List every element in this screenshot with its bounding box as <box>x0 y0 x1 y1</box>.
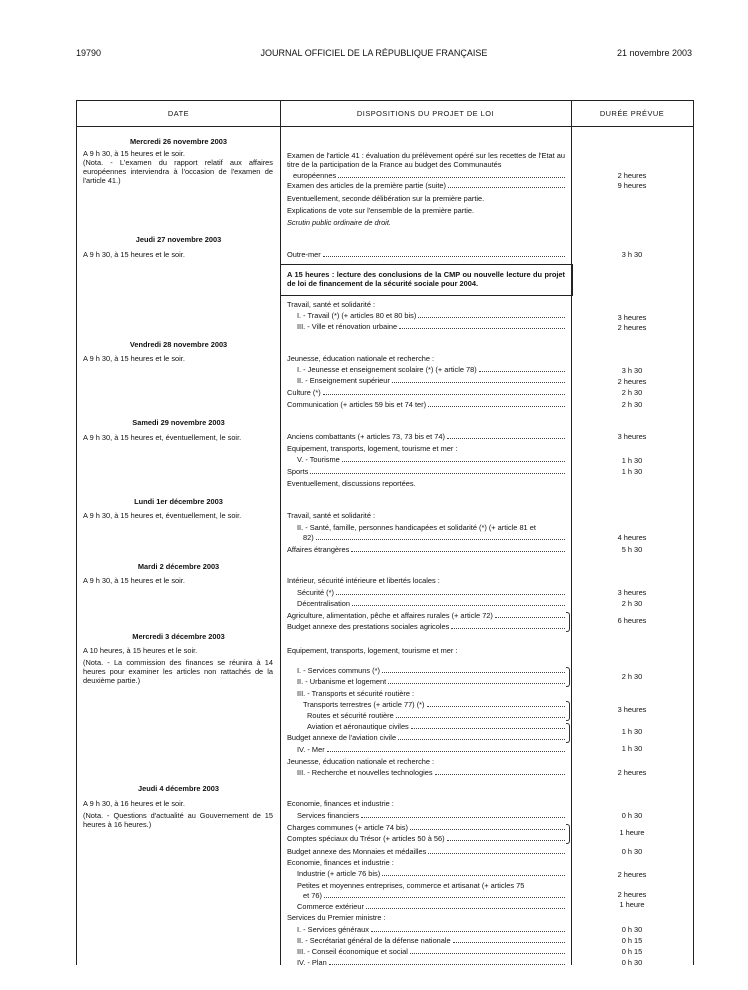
duration: 9 heures <box>617 181 647 190</box>
bracket <box>566 824 570 844</box>
day-note: (Nota. - Questions d'actualité au Gouvernement de 15 heures à 16 heures.) <box>83 811 273 829</box>
item: Eventuellement, discussions reportées. <box>287 479 416 488</box>
duration: 3 h 30 <box>621 366 643 375</box>
item: Equipement, transports, logement, tourisme et mer : <box>287 646 458 655</box>
duration: 0 h 30 <box>621 811 643 820</box>
item: II. - Secrétariat général de la défense nationale <box>297 936 565 945</box>
day-hours: A 9 h 30, à 15 heures et, éventuellement, le soir. <box>83 433 242 442</box>
duration: 3 heures <box>617 588 647 597</box>
day-hours: A 9 h 30, à 16 heures et le soir. <box>83 799 185 808</box>
item: Explications de vote sur l'ensemble de la première partie. <box>287 206 475 215</box>
duration: 2 h 30 <box>621 599 643 608</box>
item: III. - Conseil économique et social <box>297 947 565 956</box>
duration: 5 h 30 <box>621 545 643 554</box>
duration: 2 h 30 <box>621 388 643 397</box>
item: I. - Services communs (*) <box>297 666 565 675</box>
duration: 0 h 30 <box>621 925 643 934</box>
item: Examen des articles de la première partie (suite) <box>287 181 565 190</box>
duration: 3 heures <box>617 313 647 322</box>
day-title: Samedi 29 novembre 2003 <box>132 418 225 427</box>
item: et 76) <box>303 891 565 900</box>
day-title: Jeudi 4 décembre 2003 <box>138 784 219 793</box>
day-hours: A 9 h 30, à 15 heures et le soir. <box>83 149 185 158</box>
duration: 1 h 30 <box>621 467 643 476</box>
column-header-duree: DURÉE PRÉVUE <box>599 109 665 118</box>
day-hours: A 9 h 30, à 15 heures et, éventuellement, le soir. <box>83 511 242 520</box>
day-hours: A 9 h 30, à 15 heures et le soir. <box>83 354 185 363</box>
duration: 0 h 15 <box>621 947 643 956</box>
day-title: Vendredi 28 novembre 2003 <box>129 340 228 349</box>
item: Travail, santé et solidarité : <box>287 511 376 520</box>
item: Economie, finances et industrie : <box>287 799 394 808</box>
item: Décentralisation <box>297 599 565 608</box>
duration: 4 heures <box>617 533 647 542</box>
duration: 3 heures <box>617 432 647 441</box>
item: Budget annexe de l'aviation civile <box>287 733 565 742</box>
bracket <box>566 723 570 743</box>
day-note: (Nota. - La commission des finances se réunira à 14 heures pour examiner les articles non rattachés de la deuxième partie.) <box>83 658 273 685</box>
day-title: Mercredi 26 novembre 2003 <box>130 137 227 146</box>
duration: 1 h 30 <box>621 727 643 736</box>
column-header-dispositions: DISPOSITIONS DU PROJET DE LOI <box>356 109 495 118</box>
duration: 2 h 30 <box>621 672 643 681</box>
item: II. - Enseignement supérieur <box>297 376 565 385</box>
item: II. - Urbanisme et logement <box>297 677 565 686</box>
duration: 2 heures <box>617 171 647 180</box>
item: III. - Recherche et nouvelles technologies <box>297 768 565 777</box>
item: I. - Jeunesse et enseignement scolaire (*) (+ article 78) <box>297 365 565 374</box>
item: III. - Ville et rénovation urbaine <box>297 322 565 331</box>
item: Outre-mer <box>287 250 565 259</box>
item: III. - Transports et sécurité routière : <box>297 689 415 698</box>
item: 82) <box>303 533 565 542</box>
item: Charges communes (+ article 74 bis) <box>287 823 565 832</box>
item: Transports terrestres (+ article 77) (*) <box>303 700 565 709</box>
duration: 2 h 30 <box>621 400 643 409</box>
item: Comptes spéciaux du Trésor (+ articles 50 à 56) <box>287 834 565 843</box>
duration: 0 h 15 <box>621 936 643 945</box>
header-divider <box>77 126 693 127</box>
day-title: Mardi 2 décembre 2003 <box>137 562 220 571</box>
schedule-table <box>76 100 694 965</box>
item: Commerce extérieur <box>297 902 565 911</box>
item: I. - Travail (*) (+ articles 80 et 80 bis) <box>297 311 565 320</box>
item: V. - Tourisme <box>297 455 565 464</box>
duration: 1 heure <box>619 900 645 909</box>
day-hours: A 10 heures, à 15 heures et le soir. <box>83 646 198 655</box>
day-note: (Nota. - L'examen du rapport relatif aux affaires européennes interviendra à l'occasion de l'examen de l'article 41.) <box>83 158 273 185</box>
duration: 6 heures <box>617 616 647 625</box>
duration: 2 heures <box>617 768 647 777</box>
item: Affaires étrangères <box>287 545 565 554</box>
duration: 3 heures <box>617 705 647 714</box>
item: IV. - Plan <box>297 958 565 967</box>
day-hours: A 9 h 30, à 15 heures et le soir. <box>83 576 185 585</box>
bracket <box>566 701 570 721</box>
item: européennes <box>293 171 565 180</box>
duration: 0 h 30 <box>621 847 643 856</box>
item: Industrie (+ article 76 bis) <box>297 869 565 878</box>
column-header-date: DATE <box>167 109 190 118</box>
day-title: Lundi 1er décembre 2003 <box>134 497 223 506</box>
item: Services du Premier ministre : <box>287 913 386 922</box>
page-number: 19790 <box>76 48 102 58</box>
item: Scrutin public ordinaire de droit. <box>287 218 391 227</box>
item: Jeunesse, éducation nationale et recherche : <box>287 354 435 363</box>
item: Eventuellement, seconde délibération sur la première partie. <box>287 194 485 203</box>
item: Budget annexe des prestations sociales agricoles <box>287 622 565 631</box>
duration: 2 heures <box>617 870 647 879</box>
header-date: 21 novembre 2003 <box>616 48 692 58</box>
journal-title: JOURNAL OFFICIEL DE LA RÉPUBLIQUE FRANÇAISE <box>260 48 488 58</box>
item: Examen de l'article 41 : évaluation du prélèvement opéré sur les recettes de l'Etat au titre de la participation de la France au budget des Communautés <box>287 151 565 169</box>
item: Anciens combattants (+ articles 73, 73 bis et 74) <box>287 432 565 441</box>
duration: 1 h 30 <box>621 456 643 465</box>
item: Aviation et aéronautique civiles <box>307 722 565 731</box>
item: Budget annexe des Monnaies et médailles <box>287 847 565 856</box>
day-title: Mercredi 3 décembre 2003 <box>132 632 225 641</box>
day-title: Jeudi 27 novembre 2003 <box>135 235 222 244</box>
item: Agriculture, alimentation, pêche et affaires rurales (+ article 72) <box>287 611 565 620</box>
item: II. - Santé, famille, personnes handicapées et solidarité (*) (+ article 81 et <box>297 523 536 532</box>
item: Sécurité (*) <box>297 588 565 597</box>
item: Petites et moyennes entreprises, commerce et artisanat (+ articles 75 <box>297 881 525 890</box>
duration: 2 heures <box>617 323 647 332</box>
duration: 1 h 30 <box>621 744 643 753</box>
bracket <box>566 667 570 687</box>
duration: 2 heures <box>617 377 647 386</box>
item: Travail, santé et solidarité : <box>287 300 376 309</box>
item: I. - Services généraux <box>297 925 565 934</box>
item: Economie, finances et industrie : <box>287 858 394 867</box>
column-divider <box>280 101 281 965</box>
bracket <box>566 612 570 632</box>
item: Sports <box>287 467 565 476</box>
item: A 15 heures : lecture des conclusions de la CMP ou nouvelle lecture du projet de loi de financement de la sécurité sociale pour 2004. <box>287 270 565 288</box>
item: Equipement, transports, logement, tourisme et mer : <box>287 444 458 453</box>
duration: 3 h 30 <box>621 250 643 259</box>
duration: 2 heures <box>617 890 647 899</box>
item: Services financiers <box>297 811 565 820</box>
duration: 0 h 30 <box>621 958 643 967</box>
item: Culture (*) <box>287 388 565 397</box>
item: Routes et sécurité routière <box>307 711 565 720</box>
item: Jeunesse, éducation nationale et recherche : <box>287 757 435 766</box>
item: IV. - Mer <box>297 745 565 754</box>
item: Communication (+ articles 59 bis et 74 ter) <box>287 400 565 409</box>
day-hours: A 9 h 30, à 15 heures et le soir. <box>83 250 185 259</box>
item: Intérieur, sécurité intérieure et libertés locales : <box>287 576 440 585</box>
duration: 1 heure <box>619 828 645 837</box>
